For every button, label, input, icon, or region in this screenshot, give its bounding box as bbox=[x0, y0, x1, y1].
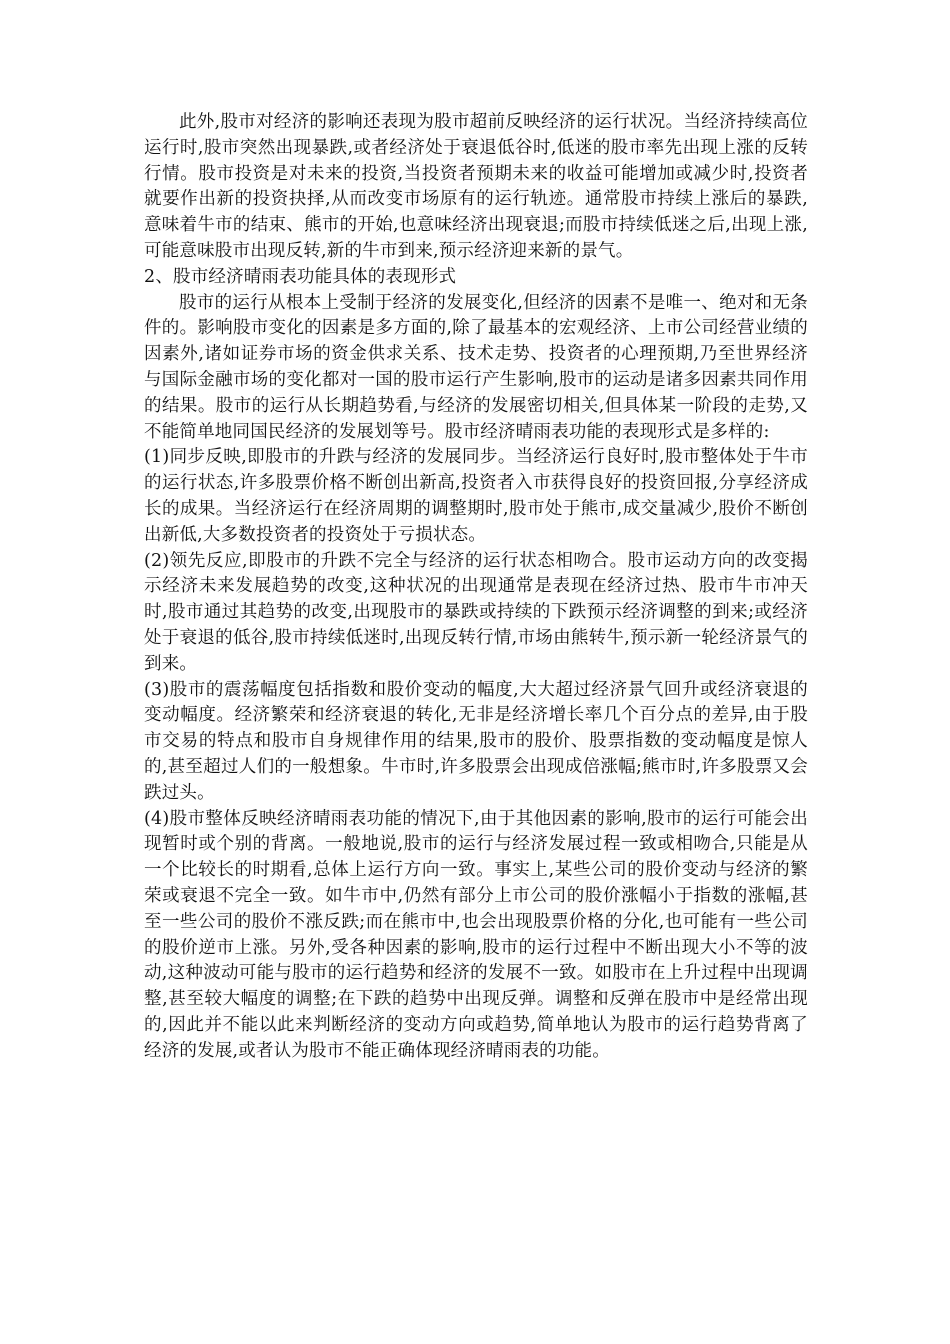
list-item-3: (3)股市的震荡幅度包括指数和股价变动的幅度,大大超过经济景气回升或经济衰退的变动幅度。经济繁荣和经济衰退的转化,无非是经济增长率几个百分点的差异,由于股市交易的特点和股市自身规律作用的结果,股市的股价、股票指数的变动幅度是惊人的,甚至超过人们的一般想象。牛市时,许多股票会出现成倍涨幅;熊市时,许多股票又会跌过头。 bbox=[144, 679, 808, 803]
list-item-2: (2)领先反应,即股市的升跌不完全与经济的运行状态相吻合。股市运动方向的改变揭示经济未来发展趋势的改变,这种状况的出现通常是表现在经济过热、股市牛市冲天时,股市通过其趋势的改变,出现股市的暴跌或持续的下跌预示经济调整的到来;或经济处于衰退的低谷,股市持续低迷时,出现反转行情,市场由熊转牛,预示新一轮经济景气的到来。 bbox=[144, 550, 808, 674]
paragraph-overview: 股市的运行从根本上受制于经济的发展变化,但经济的因素不是唯一、绝对和无条件的。影响股市变化的因素是多方面的,除了最基本的宏观经济、上市公司经营业绩的因素外,诸如证券市场的资金供求关系、技术走势、投资者的心理预期,乃至世界经济与国际金融市场的变化都对一国的股市运行产生影响,股市的运动是诸多因素共同作用的结果。股市的运行从长期趋势看,与经济的发展密切相关,但具体某一阶段的走势,又不能简单地同国民经济的发展划等号。股市经济晴雨表功能的表现形式是多样的: bbox=[144, 292, 808, 442]
section-heading: 2、股市经济晴雨表功能具体的表现形式 bbox=[144, 266, 457, 287]
paragraph-intro: 此外,股市对经济的影响还表现为股市超前反映经济的运行状况。当经济持续高位运行时,股市突然出现暴跌,或者经济处于衰退低谷时,低迷的股市率先出现上涨的反转行情。股市投资是对未来的投资,当投资者预期未来的收益可能增加或减少时,投资者就要作出新的投资抉择,从而改变市场原有的运行轨迹。通常股市持续上涨后的暴跌,意味着牛市的结束、熊市的开始,也意味经济出现衰退;而股市持续低迷之后,出现上涨,可能意味股市出现反转,新的牛市到来,预示经济迎来新的景气。 bbox=[144, 112, 808, 261]
list-item-1: (1)同步反映,即股市的升跌与经济的发展同步。当经济运行良好时,股市整体处于牛市的运行状态,许多股票价格不断创出新高,投资者入市获得良好的投资回报,分享经济成长的成果。当经济运行在经济周期的调整期时,股市处于熊市,成交量减少,股价不断创出新低,大多数投资者的投资处于亏损状态。 bbox=[144, 447, 808, 545]
list-item-4: (4)股市整体反映经济晴雨表功能的情况下,由于其他因素的影响,股市的运行可能会出现暂时或个别的背离。一般地说,股市的运行与经济发展过程一致或相吻合,只能是从一个比较长的时期看,总体上运行方向一致。事实上,某些公司的股价变动与经济的繁荣或衰退不完全一致。如牛市中,仍然有部分上市公司的股价涨幅小于指数的涨幅,甚至一些公司的股价不涨反跌;而在熊市中,也会出现股票价格的分化,也可能有一些公司的股价逆市上涨。另外,受各种因素的影响,股市的运行过程中不断出现大小不等的波动,这种波动可能与股市的运行趋势和经济的发展不一致。如股市在上升过程中出现调整,甚至较大幅度的调整;在下跌的趋势中出现反弹。调整和反弹在股市中是经常出现的,因此并不能以此来判断经济的变动方向或趋势,简单地认为股市的运行趋势背离了经济的发展,或者认为股市不能正确体现经济晴雨表的功能。 bbox=[144, 808, 808, 1061]
document-body bbox=[144, 110, 808, 1064]
